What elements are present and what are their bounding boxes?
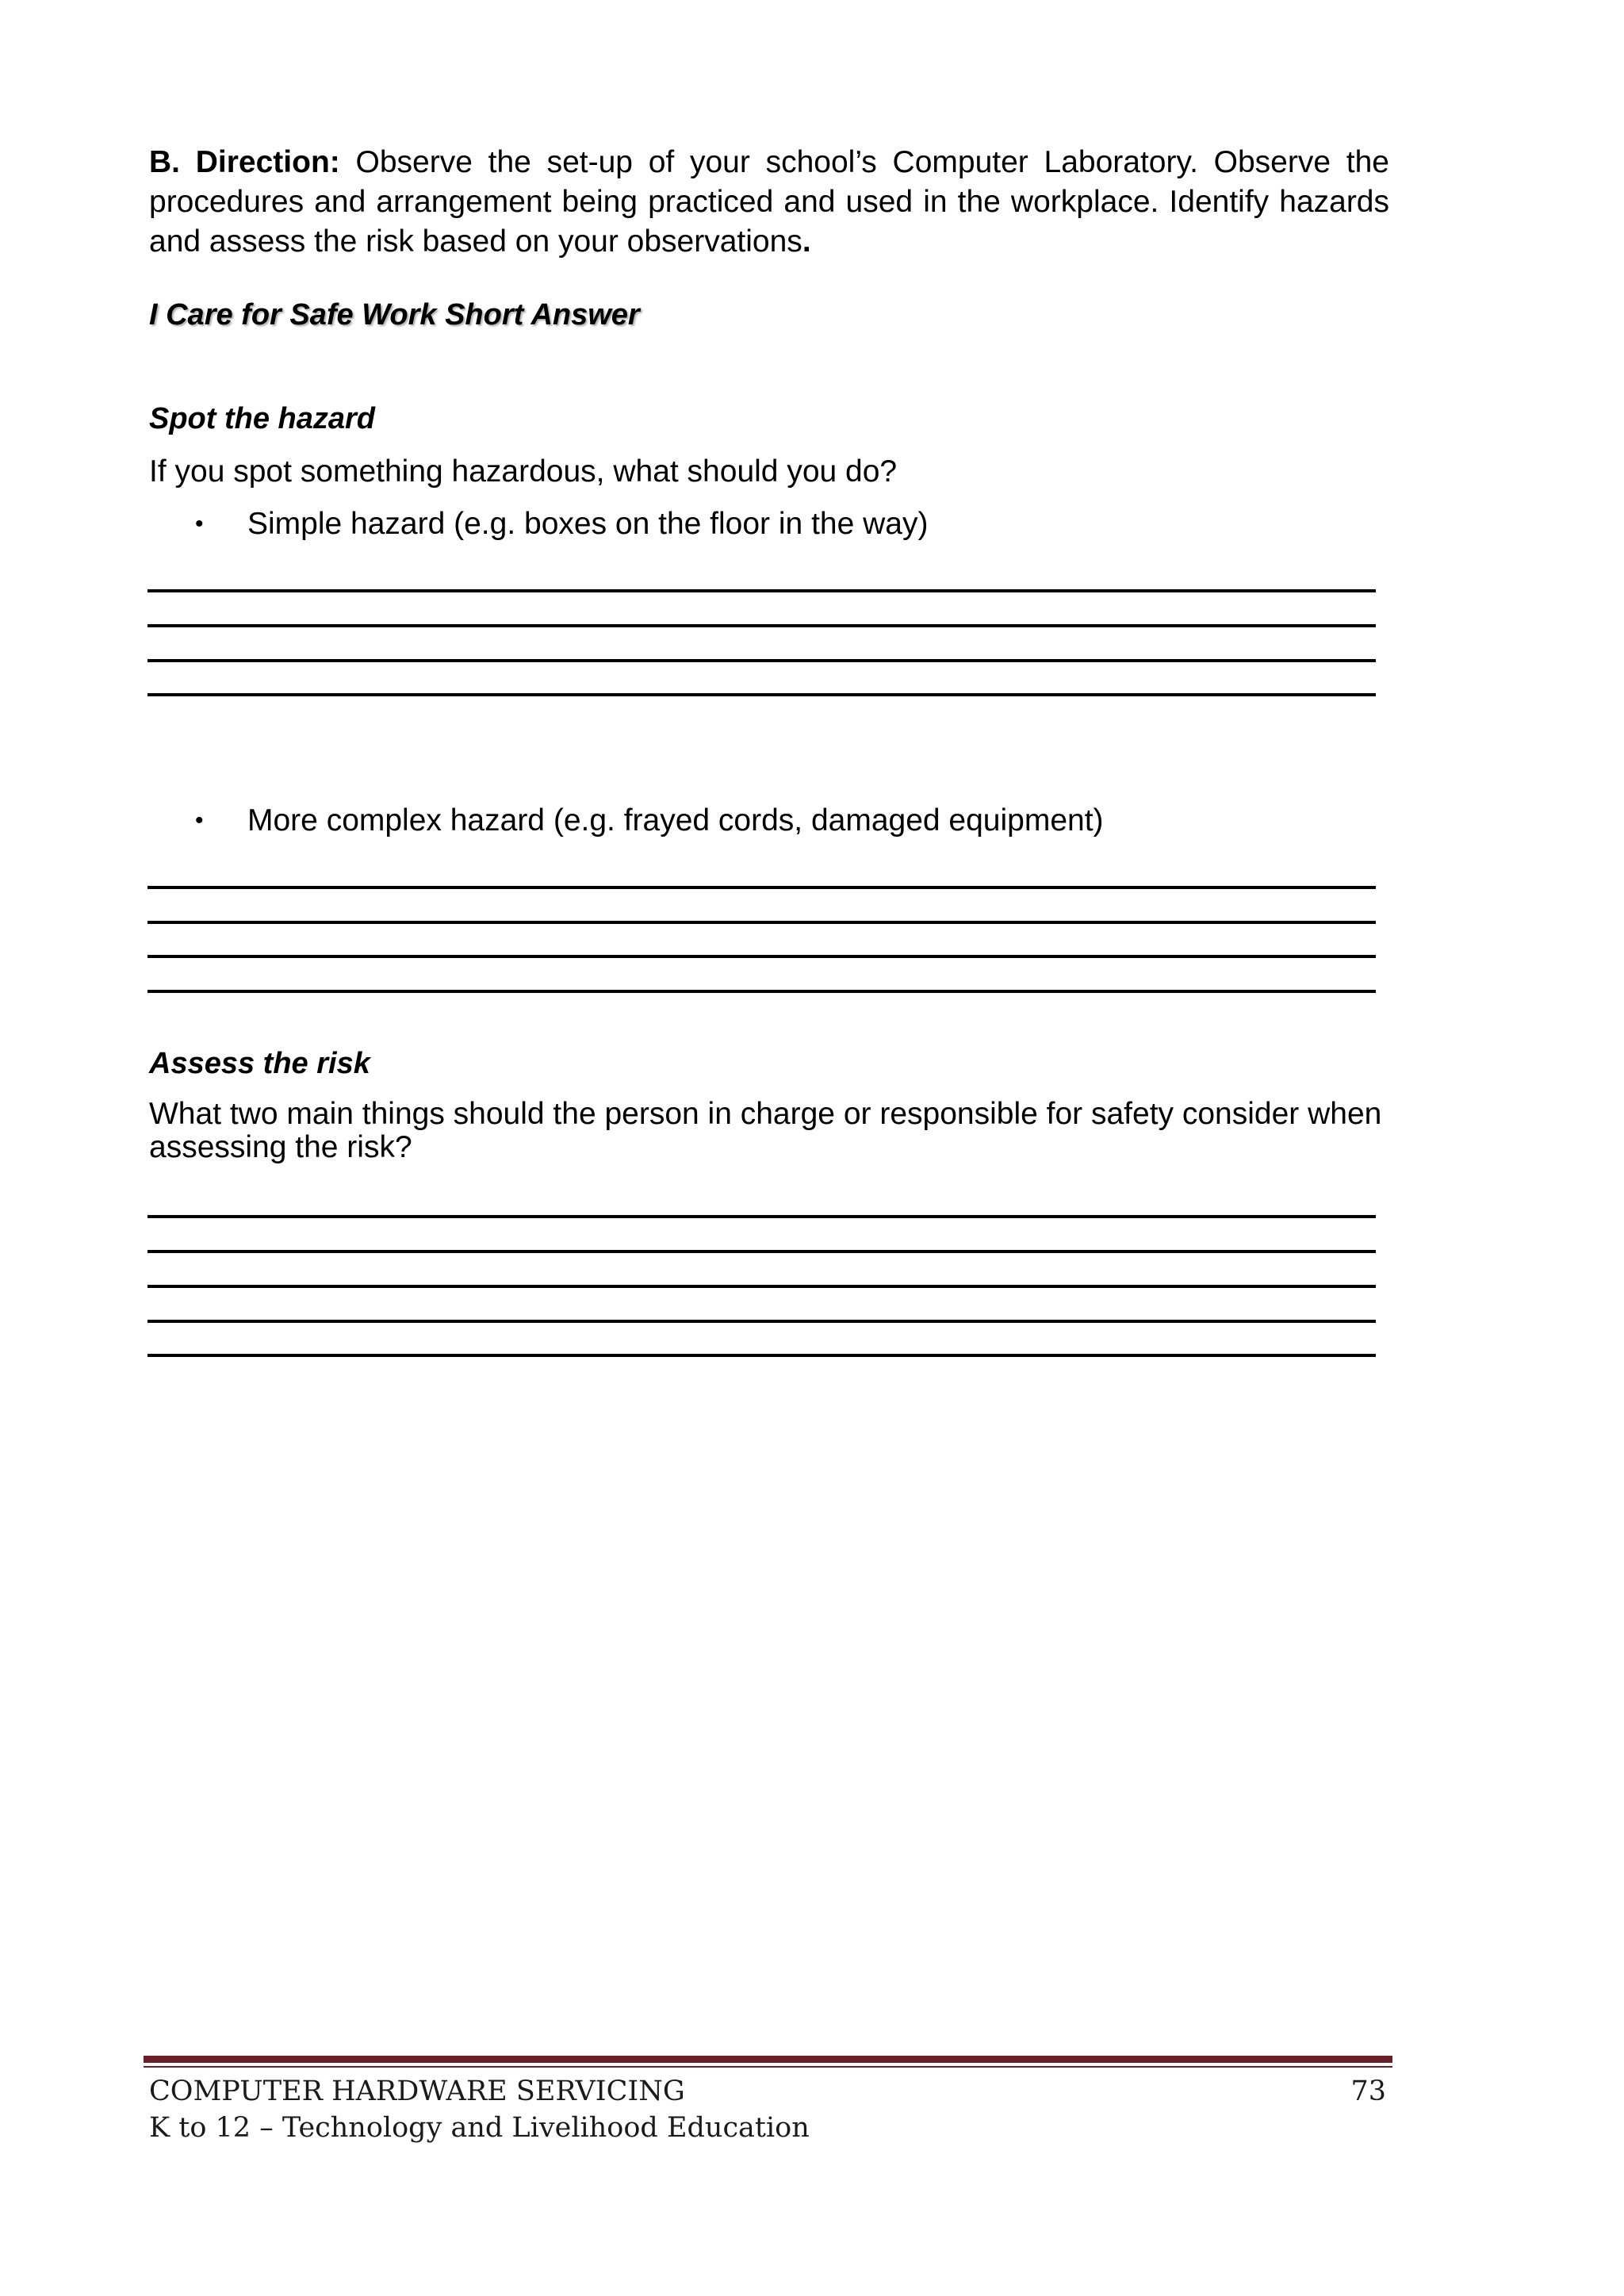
simple-hazard-answer-line-3[interactable] (147, 659, 1376, 662)
footer-course-title: COMPUTER HARDWARE SERVICING (149, 2076, 685, 2107)
footer-rule (144, 2056, 1392, 2063)
assess-risk-heading: Assess the risk (149, 1047, 370, 1080)
complex-hazard-label: More complex hazard (e.g. frayed cords, damaged equipment) (247, 803, 1104, 838)
spot-hazard-question: If you spot something hazardous, what should you do? (149, 454, 898, 489)
footer-program: K to 12 – Technology and Livelihood Education (149, 2112, 810, 2144)
direction-end-mark: . (802, 224, 811, 259)
footer-rule-thin (144, 2066, 1392, 2068)
simple-hazard-answer-line-4[interactable] (147, 693, 1376, 696)
direction-label: B. Direction: (149, 145, 340, 179)
assess-risk-answer-line-4[interactable] (147, 1320, 1376, 1323)
simple-hazard-answer-line-1[interactable] (147, 589, 1376, 592)
simple-hazard-bullet (149, 506, 928, 542)
complex-hazard-answer-line-3[interactable] (147, 955, 1376, 958)
complex-hazard-answer-line-4[interactable] (147, 990, 1376, 993)
complex-hazard-bullet (149, 803, 1104, 839)
bullet-dot: • (195, 807, 204, 834)
direction-paragraph (149, 143, 1389, 262)
complex-hazard-answer-line-2[interactable] (147, 921, 1376, 924)
simple-hazard-answer-line-2[interactable] (147, 624, 1376, 627)
assess-risk-answer-line-3[interactable] (147, 1285, 1376, 1288)
direction-text: Observe the set-up of your school’s Computer Laboratory. Observe the procedures and arrangement being practiced and used in the workplace. Identify hazards and assess the risk based on your observations (149, 145, 1389, 259)
assess-risk-answer-line-2[interactable] (147, 1250, 1376, 1253)
assess-risk-question: What two main things should the person in charge or responsible for safety consider when assessing the risk? (149, 1097, 1382, 1164)
assess-risk-answer-line-5[interactable] (147, 1354, 1376, 1357)
activity-title: I Care for Safe Work Short Answer (149, 298, 640, 332)
page-number: 73 (1350, 2076, 1386, 2107)
bullet-dot: • (195, 511, 204, 537)
spot-hazard-heading: Spot the hazard (149, 402, 376, 435)
simple-hazard-label: Simple hazard (e.g. boxes on the floor in the way) (247, 507, 929, 541)
complex-hazard-answer-line-1[interactable] (147, 886, 1376, 889)
assess-risk-answer-line-1[interactable] (147, 1215, 1376, 1218)
